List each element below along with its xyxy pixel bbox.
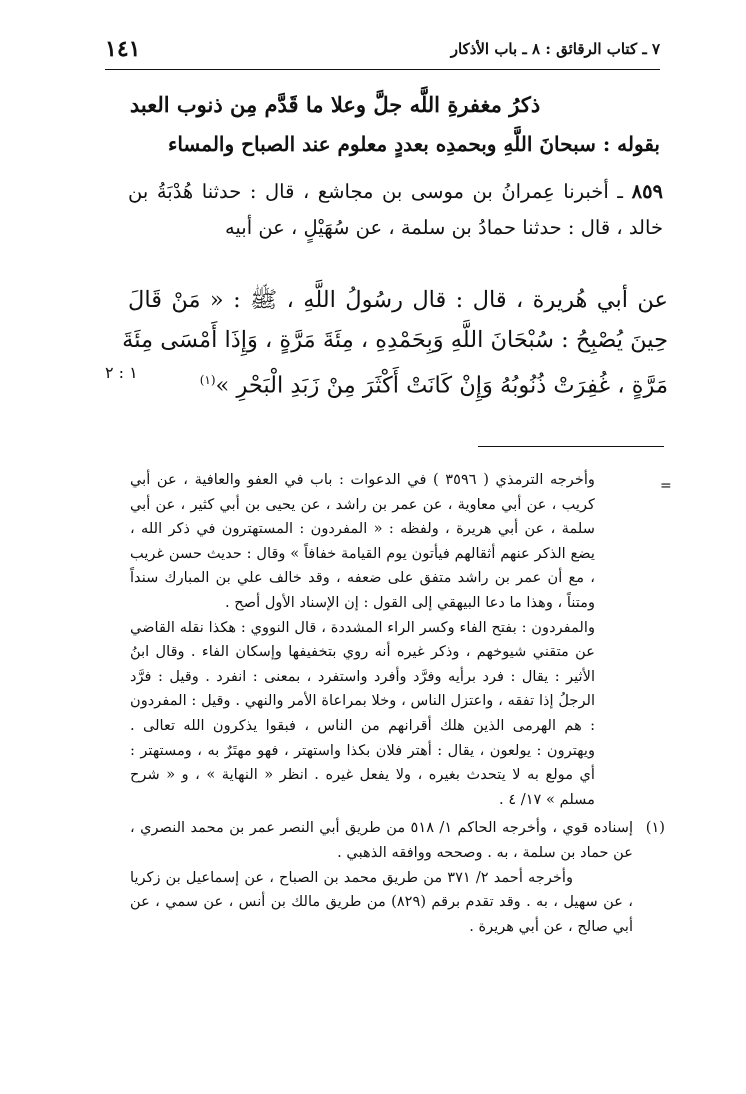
chapter-title: ٧ ـ كتاب الرقائق : ٨ ـ باب الأذكار [450,40,660,58]
hadith-isnad [128,174,663,246]
running-header [105,34,660,70]
footnote-paragraph: وأخرجه أحمد ٢/ ٣٧١ من طريق محمد بن الصباح ، عن إسماعيل بن زكريا ، عن سهيل ، به . وقد تقدم برقم (٨٢٩) من طريق مالك بن أنس ، عن سمي ، عن أبي صالح ، عن أبي هريرة . [130,868,633,935]
footnote-ref[interactable]: (١) [199,373,216,387]
footnote-continuation-mark: = [660,478,672,494]
section-subtitle: بقوله : سبحانَ اللَّهِ وبحمدِه بعددٍ معلوم عند الصباح والمساء [167,132,660,156]
footnote-paragraph: والمفردون : بفتح الفاء وكسر الراء المشددة ، قال النووي : هكذا نقله القاضي عن متقني شيوخهم ، وذكر غيره أنه روي بتخفيفها وإسكان الفاء . وقال ابنُ الأثير : يقال : فرد برأيه وفرَّد وأفرد واستفرد ، بمعنى : انفرد . وقيل : فرَّد الرجلُ إذا تفقه ، واعتزل الناس ، وخلا بمراعاة الأمر والنهي . وقيل : المفردون : هم الهرمى الذين هلك أقرانهم من الناس ، فبقوا يذكرون الله تعالى . ويهترون : يولعون ، يقال : أهتر فلان بكذا واستهتر ، فهو مهتَرٌ به ، ومستهتر : أي مولع به لا يتحدث بغيره ، ولا يفعل غيره . انظر « النهاية » ، و « شرح مسلم » ١٧/ ٤ . [130,618,595,808]
footnote-separator [478,446,664,447]
matn-line-3-text: مَرَّةٍ ، غُفِرَتْ ذُنُوبُهُ وَإِنْ كَانَتْ أَكْثَرَ مِنْ زَبَدِ الْبَحْرِ » [215,372,668,399]
footnote-1 [130,816,665,865]
margin-reference: ١ : ٢ [105,363,138,382]
matn-line-1: عن أبي هُريرة ، قال : قال رسُولُ اللَّهِ ، ﷺ : « مَنْ قَالَ [128,287,668,313]
section-title: ذكرُ مغفرةِ اللَّه جلَّ وعلا ما قَدَّم مِن ذنوب العبد [129,92,541,117]
footnote-1-text: إسناده قوي ، وأخرجه الحاكم ١/ ٥١٨ من طريق أبي النصر عمر بن محمد النصري ، عن حماد بن سلمة ، به . وصححه ووافقه الذهبي . [130,819,634,861]
footnotes [130,468,665,939]
page-number: ١٤١ [105,36,141,62]
matn-line-3 [199,360,668,406]
hadith-matn [122,280,668,406]
hadith-number: ٨٥٩ [631,180,664,203]
footnote-paragraph: وأخرجه الترمذي ( ٣٥٩٦ ) في الدعوات : باب في العفو والعافية ، عن أبي كريب ، عن أبي معاوية ، عن عمر بن راشد ، عن يحيى بن أبي كثير ، عن أبي سلمة ، عن أبي هريرة ، ولفظه : « المفردون : المستهترون في ذكر الله ، يضع الذكر عنهم أثقالهم فيأتون يوم القيامة خفافاً » وقال : حديث حسن غريب ، مع أن عمر بن راشد متفق على ضعفه ، وقد خالف علي بن المبارك سنداً ومتناً ، وهذا ما دعا البيهقي إلى القول : إن الإسناد الأول أصح . [130,471,595,611]
isnad-text: ـ أخبرنا عِمرانُ بن موسى بن مجاشع ، قال : حدثنا هُدْبَةُ بن خالد ، قال : حدثنا حمادُ بن سلمة ، عن سُهَيْلٍ ، عن أبيه [128,180,663,239]
matn-line-2: حِينَ يُصْبِحُ : سُبْحَانَ اللَّهِ وَبِحَمْدِهِ ، مِئَةَ مَرَّةٍ ، وَإِذَا أَمْسَى مِئَةَ [122,327,668,353]
footnote-1-mark: (١) [645,819,665,837]
header-rule [105,69,660,70]
